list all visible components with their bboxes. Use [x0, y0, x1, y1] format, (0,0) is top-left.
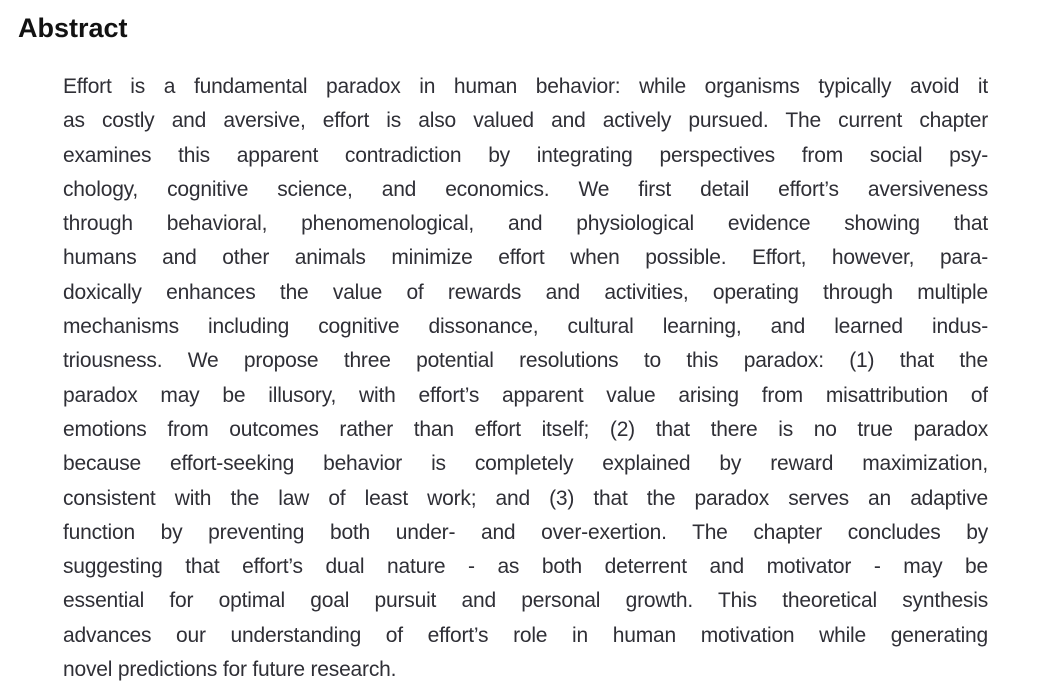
- abstract-paragraph: [63, 70, 988, 687]
- abstract-text-line: through behavioral, phenomenological, and physiological evidence showing that: [63, 212, 988, 236]
- abstract-text-line: triousness. We propose three potential resolutions to this paradox: (1) that the: [63, 349, 988, 373]
- abstract-text-line: humans and other animals minimize effort when possible. Effort, however, para-: [63, 246, 988, 270]
- abstract-text-line: Effort is a fundamental paradox in human behavior: while organisms typically avoid it: [63, 75, 988, 98]
- abstract-text-line: because effort-seeking behavior is completely explained by reward maximization,: [63, 452, 988, 476]
- abstract-text-line: consistent with the law of least work; and (3) that the paradox serves an adaptive: [63, 486, 988, 510]
- abstract-text-line: doxically enhances the value of rewards and activities, operating through multiple: [63, 280, 988, 304]
- abstract-text-line: paradox may be illusory, with effort’s apparent value arising from misattribution of: [63, 383, 988, 407]
- abstract-text-line: examines this apparent contradiction by integrating perspectives from social psy-: [63, 143, 988, 167]
- abstract-text-line: emotions from outcomes rather than effort itself; (2) that there is no true paradox: [63, 417, 988, 441]
- abstract-text-line: mechanisms including cognitive dissonance, cultural learning, and learned indus-: [63, 315, 988, 339]
- abstract-text-line: function by preventing both under- and over-exertion. The chapter concludes by: [63, 520, 988, 544]
- abstract-text-line: suggesting that effort’s dual nature - as both deterrent and motivator - may be: [63, 555, 988, 579]
- abstract-text-line: advances our understanding of effort’s role in human motivation while generating: [63, 623, 988, 647]
- abstract-heading: Abstract: [18, 13, 128, 43]
- abstract-text-line: chology, cognitive science, and economics. We first detail effort’s aversiveness: [63, 177, 988, 201]
- abstract-text-line: novel predictions for future research.: [63, 658, 397, 682]
- abstract-text-line: essential for optimal goal pursuit and personal growth. This theoretical synthesis: [63, 589, 988, 613]
- abstract-text-line: as costly and aversive, effort is also valued and actively pursued. The current chapter: [63, 109, 988, 133]
